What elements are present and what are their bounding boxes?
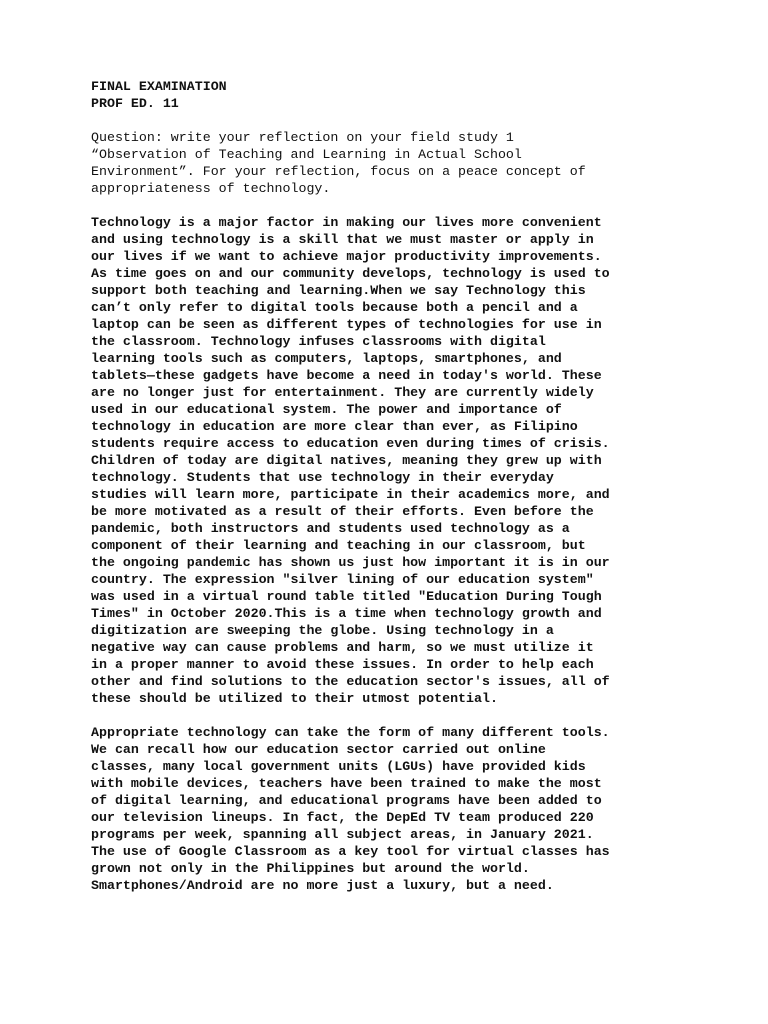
paragraph-line: can’t only refer to digital tools because both a pencil and a bbox=[91, 300, 578, 315]
paragraph-line: learning tools such as computers, laptops, smartphones, and bbox=[91, 351, 562, 366]
paragraph-line: these should be utilized to their utmost potential. bbox=[91, 691, 498, 706]
paragraph-line: in a proper manner to avoid these issues. In order to help each bbox=[91, 657, 594, 672]
paragraph-line: digitization are sweeping the globe. Using technology in a bbox=[91, 623, 554, 638]
paragraph-line: country. The expression "silver lining of our education system" bbox=[91, 572, 594, 587]
paragraph-line: be more motivated as a result of their efforts. Even before the bbox=[91, 504, 594, 519]
paragraph-line: Appropriate technology can take the form of many different tools. bbox=[91, 725, 610, 740]
paragraph-line: Technology is a major factor in making our lives more convenient bbox=[91, 215, 602, 230]
paragraph-line: technology. Students that use technology in their everyday bbox=[91, 470, 554, 485]
paragraph-line: are no longer just for entertainment. They are currently widely bbox=[91, 385, 594, 400]
paragraph-line: the classroom. Technology infuses classrooms with digital bbox=[91, 334, 546, 349]
paragraph-line: pandemic, both instructors and students used technology as a bbox=[91, 521, 570, 536]
paragraph-line: programs per week, spanning all subject areas, in January 2021. bbox=[91, 827, 594, 842]
question-line: “Observation of Teaching and Learning in Actual School bbox=[91, 147, 522, 162]
paragraph-line: We can recall how our education sector carried out online bbox=[91, 742, 546, 757]
paragraph-line: and using technology is a skill that we must master or apply in bbox=[91, 232, 594, 247]
paragraph-line: Smartphones/Android are no more just a luxury, but a need. bbox=[91, 878, 554, 893]
paragraph-line: was used in a virtual round table titled "Education During Tough bbox=[91, 589, 602, 604]
paragraph-line: technology in education are more clear than ever, as Filipino bbox=[91, 419, 578, 434]
paragraph-line: component of their learning and teaching in our classroom, but bbox=[91, 538, 586, 553]
paragraph-line: other and find solutions to the education sector's issues, all of bbox=[91, 674, 610, 689]
paragraph-line: As time goes on and our community develops, technology is used to bbox=[91, 266, 610, 281]
paragraph-line: tablets—these gadgets have become a need in today's world. These bbox=[91, 368, 602, 383]
question-line: appropriateness of technology. bbox=[91, 181, 331, 196]
paragraph-line: used in our educational system. The power and importance of bbox=[91, 402, 562, 417]
reflection-paragraph-2 bbox=[91, 724, 691, 894]
paragraph-line: negative way can cause problems and harm, so we must utilize it bbox=[91, 640, 594, 655]
paragraph-line: our lives if we want to achieve major productivity improvements. bbox=[91, 249, 602, 264]
paragraph-line: support both teaching and learning.When we say Technology this bbox=[91, 283, 586, 298]
paragraph-line: Times" in October 2020.This is a time when technology growth and bbox=[91, 606, 602, 621]
course-code: PROF ED. 11 bbox=[91, 96, 179, 111]
paragraph-line: students require access to education even during times of crisis. bbox=[91, 436, 610, 451]
paragraph-line: with mobile devices, teachers have been trained to make the most bbox=[91, 776, 602, 791]
paragraph-line: laptop can be seen as different types of technologies for use in bbox=[91, 317, 602, 332]
paragraph-line: of digital learning, and educational programs have been added to bbox=[91, 793, 602, 808]
paragraph-line: Children of today are digital natives, meaning they grew up with bbox=[91, 453, 602, 468]
question-line: Question: write your reflection on your field study 1 bbox=[91, 130, 514, 145]
paragraph-line: the ongoing pandemic has shown us just how important it is in our bbox=[91, 555, 610, 570]
reflection-paragraph-1 bbox=[91, 214, 691, 707]
paragraph-line: grown not only in the Philippines but around the world. bbox=[91, 861, 530, 876]
paragraph-line: studies will learn more, participate in their academics more, and bbox=[91, 487, 610, 502]
question-prompt bbox=[91, 129, 691, 197]
paragraph-line: classes, many local government units (LGUs) have provided kids bbox=[91, 759, 586, 774]
question-line: Environment”. For your reflection, focus on a peace concept of bbox=[91, 164, 586, 179]
exam-title: FINAL EXAMINATION bbox=[91, 79, 227, 94]
paragraph-line: The use of Google Classroom as a key tool for virtual classes has bbox=[91, 844, 610, 859]
paragraph-line: our television lineups. In fact, the DepEd TV team produced 220 bbox=[91, 810, 594, 825]
document-page bbox=[91, 78, 691, 911]
